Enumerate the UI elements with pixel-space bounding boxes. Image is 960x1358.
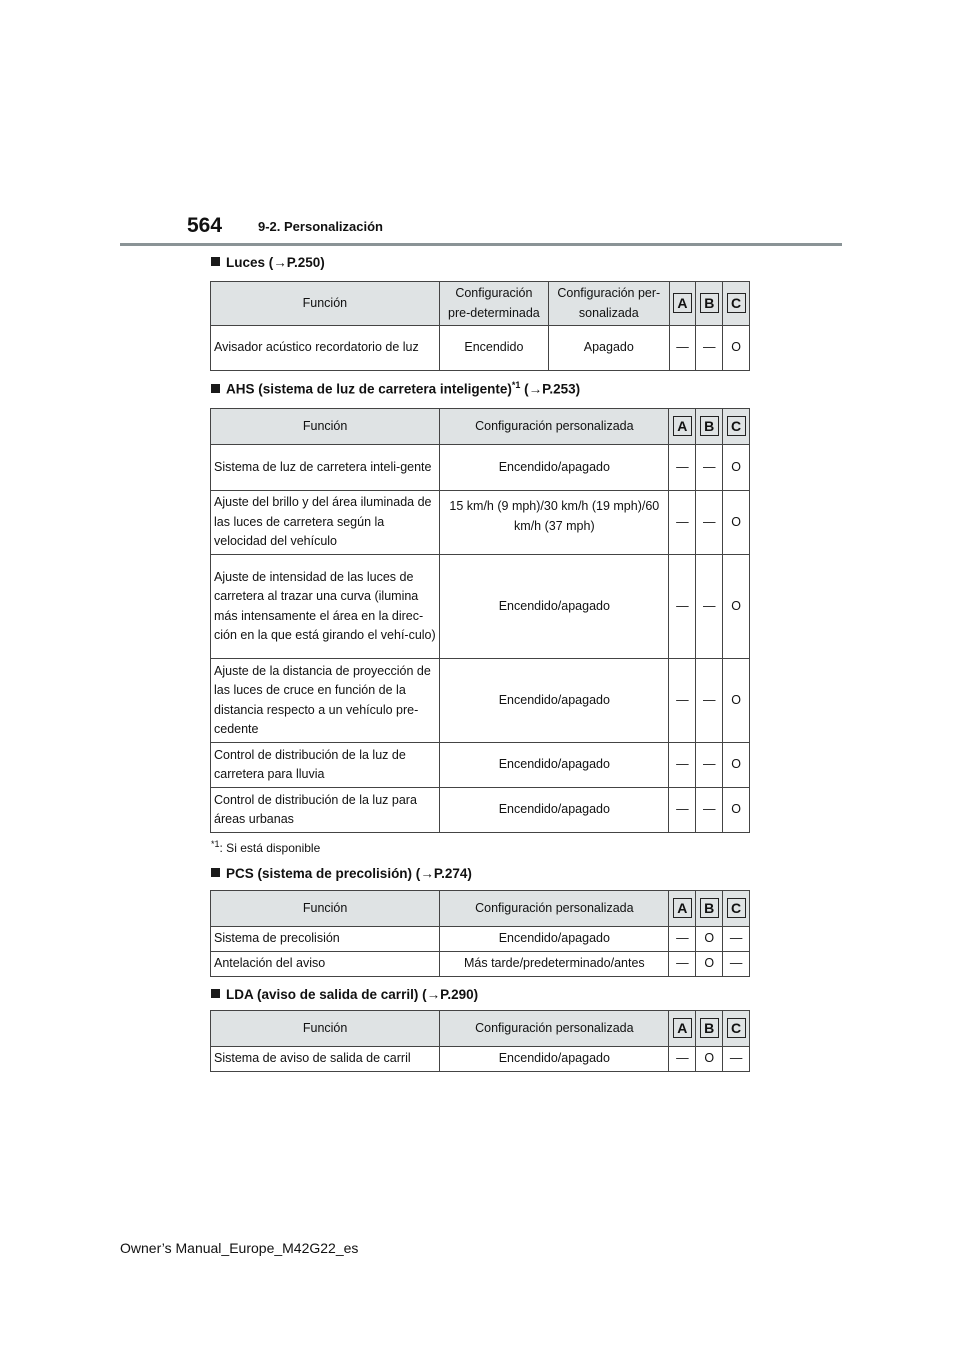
bullet-square-icon	[211, 384, 220, 393]
cell-a: —	[669, 326, 696, 371]
table-pcs	[210, 890, 750, 977]
col-config-predeterminada: Configuración pre-determinada	[439, 282, 548, 326]
cell-custom: Encendido/apagado	[440, 743, 669, 788]
cell-funcion: Sistema de precolisión	[211, 927, 440, 952]
cell-custom: Encendido/apagado	[440, 1047, 669, 1072]
table-row	[211, 927, 750, 952]
col-config-personalizada: Configuración personalizada	[440, 891, 669, 927]
cell-c: —	[723, 927, 750, 952]
col-config-personalizada: Configuración personalizada	[440, 409, 669, 445]
cell-custom: Encendido/apagado	[440, 927, 669, 952]
bullet-square-icon	[211, 989, 220, 998]
col-config-personalizada: Configuración per-sonalizada	[549, 282, 670, 326]
table-header-row	[211, 891, 750, 927]
cell-a: —	[669, 1047, 696, 1072]
table-ahs	[210, 408, 750, 833]
cell-c: O	[723, 788, 750, 833]
bullet-square-icon	[211, 257, 220, 266]
col-config-personalizada: Configuración personalizada	[440, 1011, 669, 1047]
table-row	[211, 788, 750, 833]
cell-funcion: Ajuste de intensidad de las luces de carretera al trazar una curva (ilumina más intensamente el área en la direc-ción en la que está girando el vehí-culo)	[211, 555, 440, 659]
table-row	[211, 491, 750, 555]
cell-custom: Encendido/apagado	[440, 445, 669, 491]
col-funcion: Función	[211, 409, 440, 445]
cell-b: —	[696, 659, 723, 743]
cell-c: —	[723, 1047, 750, 1072]
col-a: A	[669, 409, 696, 445]
col-b: B	[696, 282, 723, 326]
cell-funcion: Control de distribución de la luz de carretera para lluvia	[211, 743, 440, 788]
table-row	[211, 743, 750, 788]
heading-ahs: AHS (sistema de luz de carretera inteligente)$^{*1}$ (→P.253)	[211, 380, 580, 397]
cell-custom: Encendido/apagado	[440, 555, 669, 659]
cell-funcion: Antelación del aviso	[211, 952, 440, 977]
cell-c: O	[723, 555, 750, 659]
col-a: A	[669, 891, 696, 927]
cell-custom: Encendido/apagado	[440, 659, 669, 743]
cell-funcion: Avisador acústico recordatorio de luz	[211, 326, 440, 371]
col-a: A	[669, 282, 696, 326]
cell-a: —	[669, 555, 696, 659]
header-rule	[120, 243, 842, 246]
cell-c: O	[723, 743, 750, 788]
col-b: B	[696, 891, 723, 927]
cell-b: —	[696, 788, 723, 833]
table-row	[211, 326, 750, 371]
col-funcion: Función	[211, 1011, 440, 1047]
cell-a: —	[669, 743, 696, 788]
table-row	[211, 952, 750, 977]
cell-c: —	[723, 952, 750, 977]
table-row	[211, 445, 750, 491]
cell-a: —	[669, 445, 696, 491]
table-row	[211, 555, 750, 659]
heading-pcs: PCS (sistema de precolisión) (→P.274)	[211, 866, 472, 881]
cell-custom: Encendido/apagado	[440, 788, 669, 833]
cell-custom: Más tarde/predeterminado/antes	[440, 952, 669, 977]
heading-lda: LDA (aviso de salida de carril) (→P.290)	[211, 987, 478, 1002]
col-c: C	[723, 282, 750, 326]
cell-b: —	[696, 326, 723, 371]
cell-a: —	[669, 788, 696, 833]
bullet-square-icon	[211, 868, 220, 877]
cell-default: Encendido	[439, 326, 548, 371]
cell-c: O	[723, 326, 750, 371]
cell-custom: Apagado	[549, 326, 670, 371]
cell-a: —	[669, 491, 696, 555]
cell-b: O	[696, 1047, 723, 1072]
col-funcion: Función	[211, 891, 440, 927]
cell-b: O	[696, 927, 723, 952]
cell-funcion: Ajuste del brillo y del área iluminada de las luces de carretera según la velocidad del vehículo	[211, 491, 440, 555]
footer-text: Owner’s Manual_Europe_M42G22_es	[120, 1240, 359, 1256]
table-row	[211, 659, 750, 743]
table-lda	[210, 1010, 750, 1072]
table-header-row	[211, 409, 750, 445]
cell-c: O	[723, 659, 750, 743]
table-luces	[210, 281, 750, 371]
col-c: C	[723, 1011, 750, 1047]
cell-a: —	[669, 927, 696, 952]
cell-funcion: Sistema de aviso de salida de carril	[211, 1047, 440, 1072]
cell-b: —	[696, 555, 723, 659]
cell-b: —	[696, 445, 723, 491]
cell-funcion: Control de distribución de la luz para áreas urbanas	[211, 788, 440, 833]
col-c: C	[723, 409, 750, 445]
col-a: A	[669, 1011, 696, 1047]
cell-c: O	[723, 491, 750, 555]
section-label: 9-2. Personalización	[258, 219, 383, 234]
cell-custom: 15 km/h (9 mph)/30 km/h (19 mph)/60 km/h (37 mph)	[440, 491, 669, 555]
cell-a: —	[669, 952, 696, 977]
col-b: B	[696, 409, 723, 445]
table-row	[211, 1047, 750, 1072]
cell-b: —	[696, 743, 723, 788]
cell-a: —	[669, 659, 696, 743]
cell-funcion: Sistema de luz de carretera inteli-gente	[211, 445, 440, 491]
page-number: 564	[187, 214, 223, 237]
cell-funcion: Ajuste de la distancia de proyección de las luces de cruce en función de la distancia respecto a un vehículo pre-cedente	[211, 659, 440, 743]
col-c: C	[723, 891, 750, 927]
col-funcion: Función	[211, 282, 440, 326]
table-header-row	[211, 1011, 750, 1047]
cell-b: —	[696, 491, 723, 555]
col-b: B	[696, 1011, 723, 1047]
cell-c: O	[723, 445, 750, 491]
footnote: $^{*1}$: Si está disponible	[211, 839, 321, 855]
heading-luces: Luces (→P.250)	[211, 255, 325, 270]
cell-b: O	[696, 952, 723, 977]
table-header-row	[211, 282, 750, 326]
